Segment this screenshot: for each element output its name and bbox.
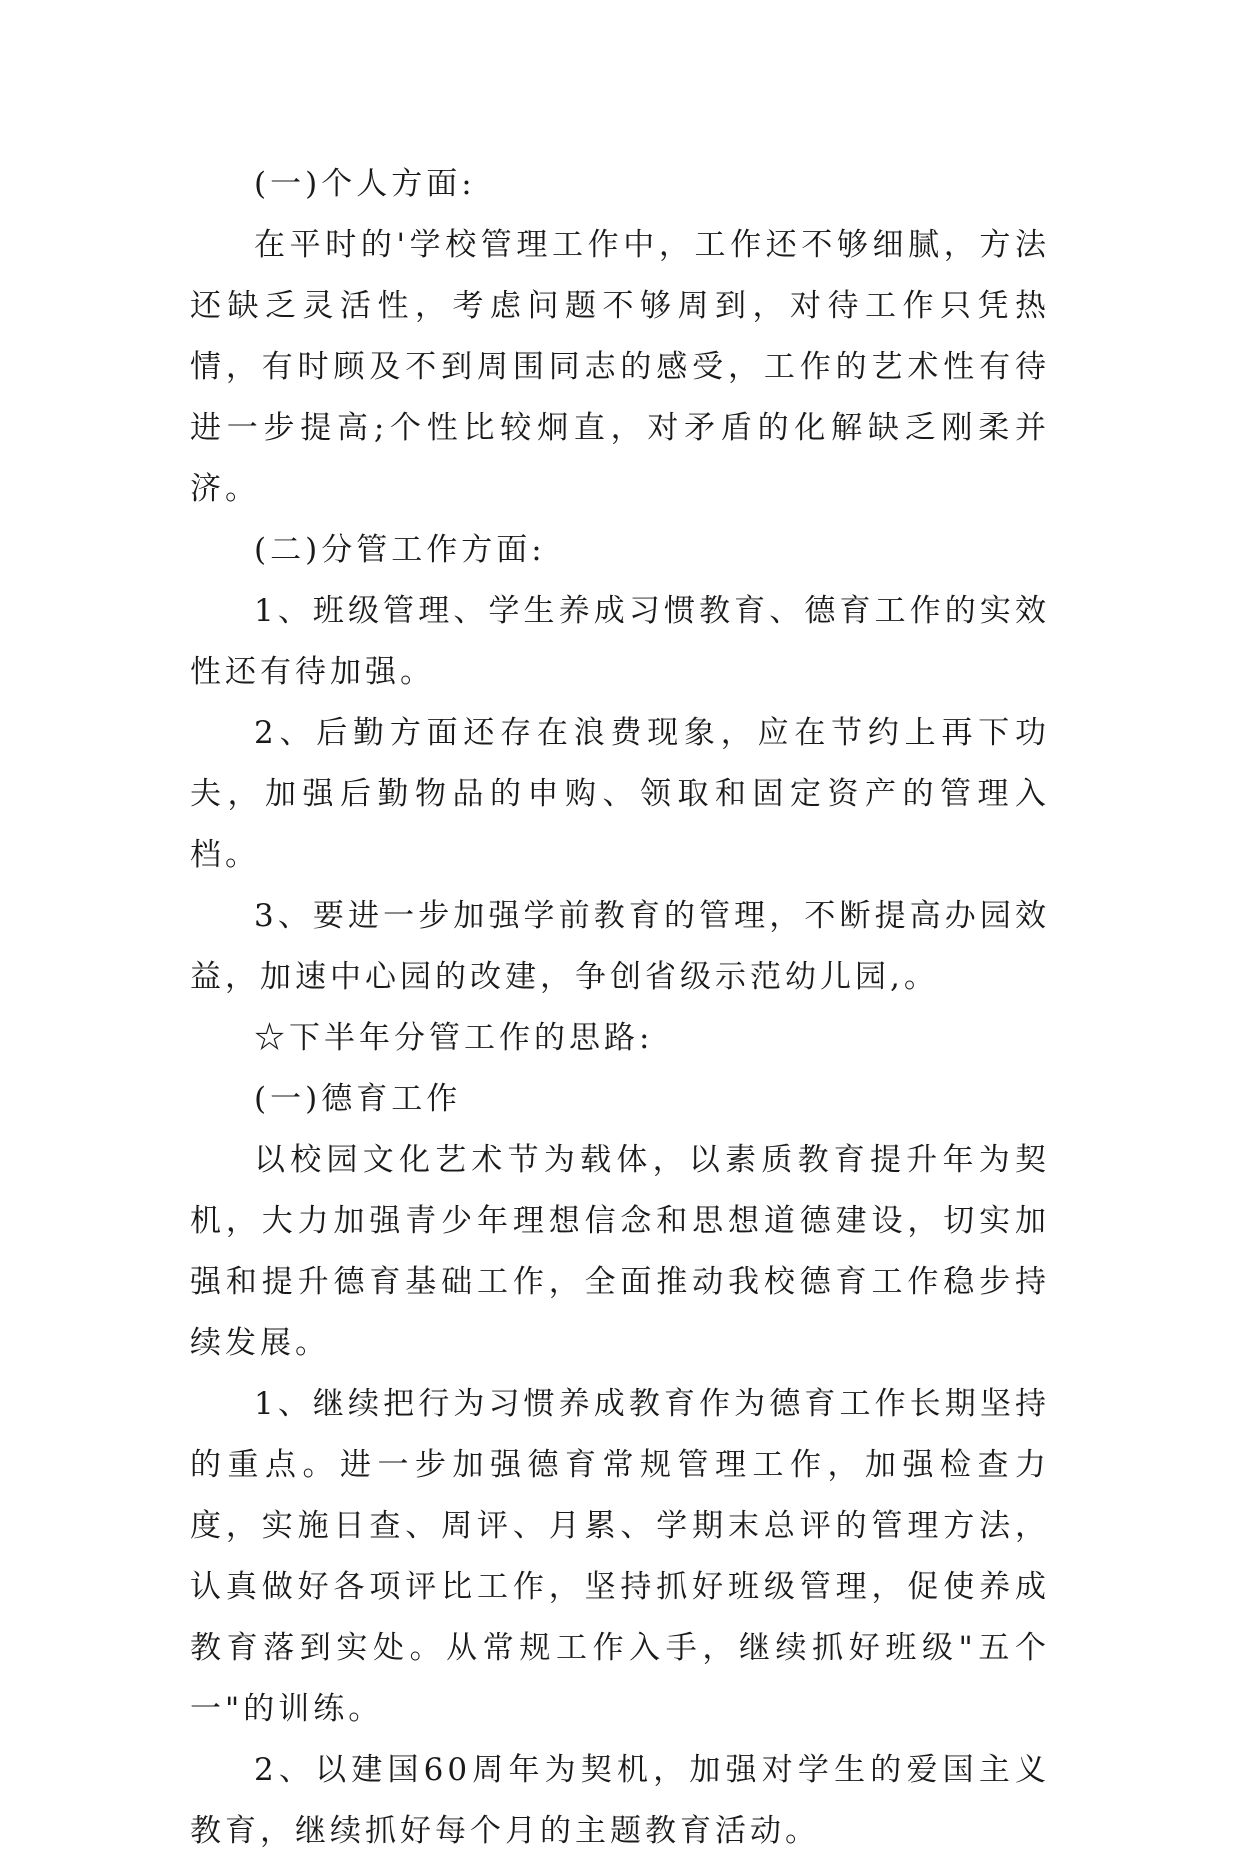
subsection-heading-moral-education: (一)德育工作 — [254, 1081, 462, 1117]
list-item-class-management: 1、班级管理、学生养成习惯教育、德育工作的实效性还有待加强。 — [190, 593, 1050, 690]
section-heading-plan: ☆下半年分管工作的思路: — [254, 1020, 654, 1056]
list-item-logistics: 2、后勤方面还存在浪费现象，应在节约上再下功夫，加强后勤物品的申购、领取和固定资产的管理入档。 — [190, 715, 1050, 873]
section-heading-personal: (一)个人方面: — [254, 166, 476, 202]
list-item-preschool: 3、要进一步加强学前教育的管理，不断提高办园效益，加速中心园的改建，争创省级示范幼儿园,。 — [190, 898, 1050, 995]
document-body — [190, 154, 1050, 1862]
section-heading-managed-work: (二)分管工作方面: — [254, 532, 546, 568]
paragraph-moral-education-intro: 以校园文化艺术节为载体，以素质教育提升年为契机，大力加强青少年理想信念和思想道德建设，切实加强和提升德育基础工作，全面推动我校德育工作稳步持续发展。 — [190, 1142, 1050, 1361]
paragraph-personal-shortcomings: 在平时的'学校管理工作中，工作还不够细腻，方法还缺乏灵活性，考虑问题不够周到，对待工作只凭热情，有时顾及不到周围同志的感受，工作的艺术性有待进一步提高;个性比较炯直，对矛盾的化解缺乏刚柔并济。 — [190, 227, 1050, 507]
list-item-habit-education: 1、继续把行为习惯养成教育作为德育工作长期坚持的重点。进一步加强德育常规管理工作，加强检查力度，实施日查、周评、月累、学期末总评的管理方法，认真做好各项评比工作，坚持抓好班级管理，促使养成教育落到实处。从常规工作入手，继续抓好班级"五个一"的训练。 — [190, 1386, 1050, 1727]
list-item-patriotic-education: 2、以建国60周年为契机，加强对学生的爱国主义教育，继续抓好每个月的主题教育活动。 — [190, 1752, 1050, 1849]
